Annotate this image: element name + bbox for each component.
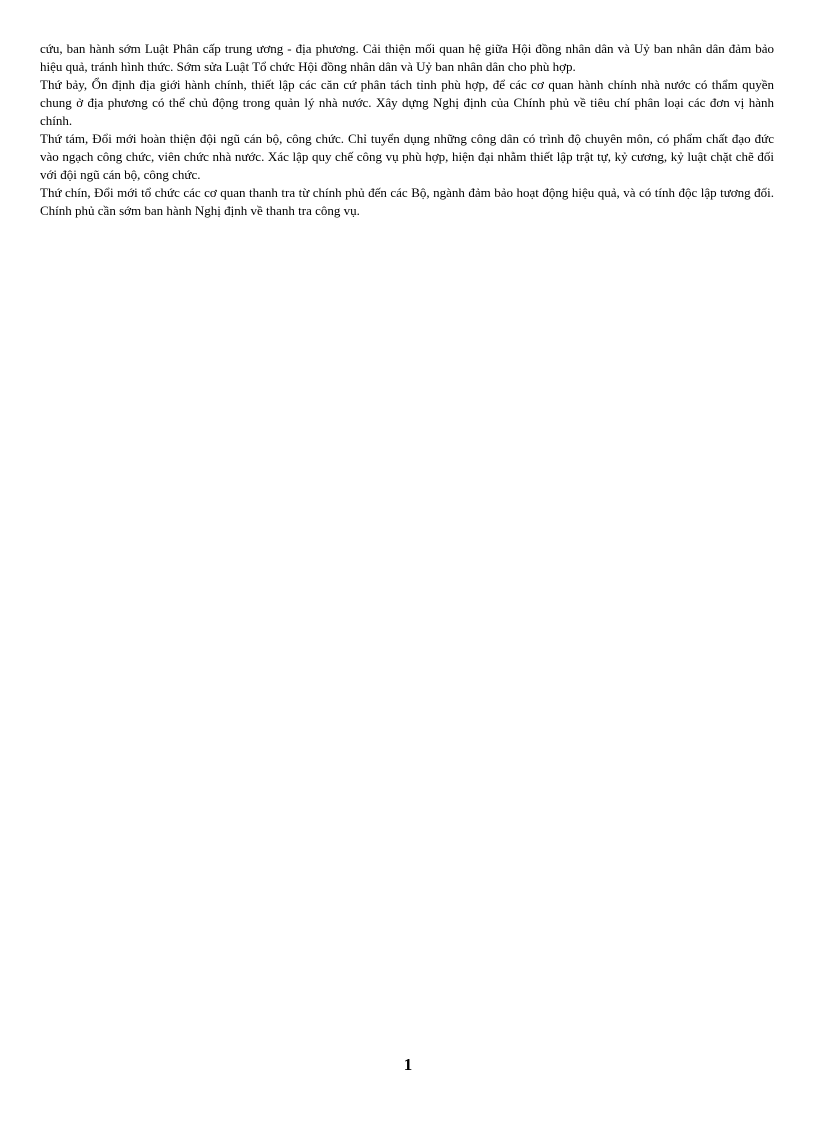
paragraph-seventh: Thứ bảy, Ổn định địa giới hành chính, thiết lập các căn cứ phân tách tỉnh phù hợp, để các cơ quan hành chính nhà nước có thẩm quyền chung ở địa phương có thể chủ động trong quản lý nhà nước. Xây dựng Nghị định của Chính phủ về tiêu chí phân loại các đơn vị hành chính. [40, 77, 774, 128]
paragraph-eighth: Thứ tám, Đổi mới hoàn thiện đội ngũ cán bộ, công chức. Chỉ tuyển dụng những công dân có trình độ chuyên môn, có phẩm chất đạo đức vào ngạch công chức, viên chức nhà nước. Xác lập quy chế công vụ phù hợp, hiện đại nhằm thiết lập trật tự, kỷ cương, kỷ luật chặt chẽ đối với đội ngũ cán bộ, công chức. [40, 131, 774, 182]
document-body [40, 40, 774, 220]
paragraph-continuation: cứu, ban hành sớm Luật Phân cấp trung ương - địa phương. Cải thiện mối quan hệ giữa Hội đồng nhân dân và Uỷ ban nhân dân đảm bảo hiệu quả, tránh hình thức. Sớm sửa Luật Tổ chức Hội đồng nhân dân và Uỷ ban nhân dân cho phù hợp. [40, 41, 774, 74]
paragraph-ninth: Thứ chín, Đổi mới tổ chức các cơ quan thanh tra từ chính phủ đến các Bộ, ngành đảm bảo hoạt động hiệu quả, và có tính độc lập tương đối. Chính phủ cần sớm ban hành Nghị định về thanh tra công vụ. [40, 185, 774, 218]
page-number: 1 [403, 1055, 413, 1074]
